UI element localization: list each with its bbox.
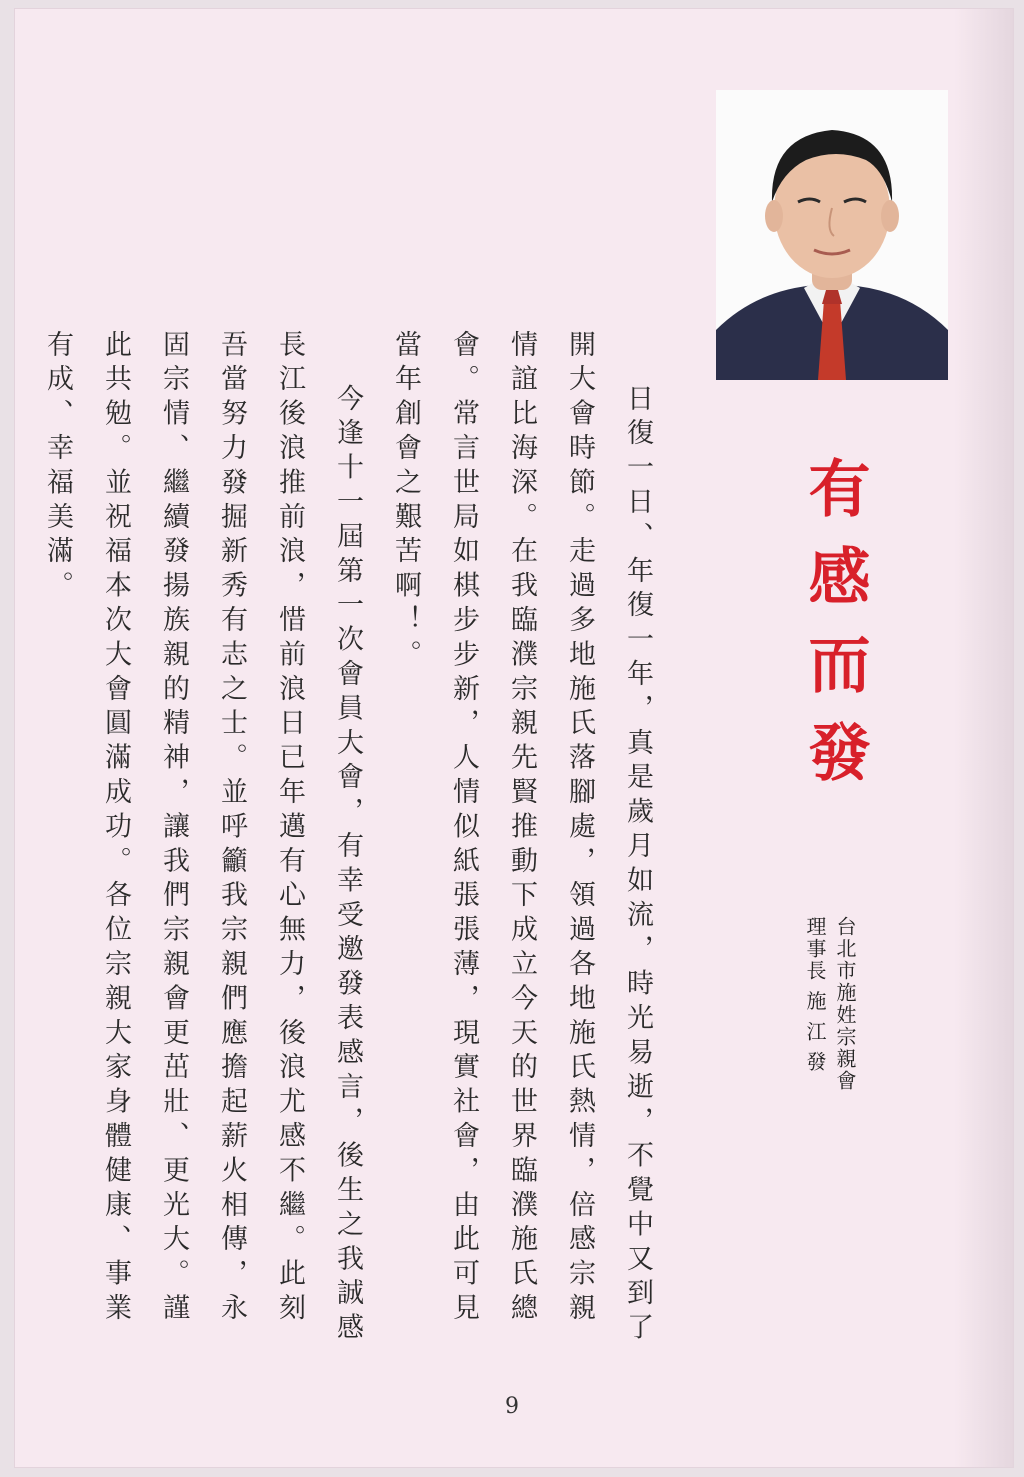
author-block bbox=[800, 916, 860, 1146]
document-page bbox=[14, 8, 1014, 1468]
article-title: 有感而發 bbox=[798, 456, 871, 808]
paragraph: 今逢十一屆第一次會員大會，有幸受邀發表感言，後生之我誠感長江後浪推前浪，惜前浪日已年邁有心無力，後浪尤感不繼。此刻吾當努力發掘新秀有志之士。並呼籲我宗親們應擔起薪火相傳，永固宗情、繼續發揚族親的精神，讓我們宗親會更茁壯、更光大。謹此共勉。並祝福本次大會圓滿成功。各位宗親大家身體健康、事業有成、幸福美滿。 bbox=[42, 330, 363, 1348]
paragraph: 日復一日、年復一年，真是歲月如流，時光易逝，不覺中又到了開大會時節。走過多地施氏落腳處，領過各地施氏熱情，倍感宗親情誼比海深。在我臨濮宗親先賢推動下成立今天的世界臨濮施氏總會。常言世局如棋步步新，人情似紙張張薄，現實社會，由此可見當年創會之艱苦啊！。 bbox=[390, 330, 653, 1348]
article-body bbox=[42, 330, 666, 1360]
author-organization: 台北市施姓宗親會 bbox=[833, 916, 857, 1092]
page-number: 9 bbox=[505, 1394, 519, 1419]
portrait-illustration bbox=[716, 90, 948, 380]
page-edge-shadow bbox=[954, 8, 1014, 1468]
portrait-photo bbox=[716, 90, 948, 380]
author-position-name: 理事長 施 江 發 bbox=[803, 916, 827, 1074]
